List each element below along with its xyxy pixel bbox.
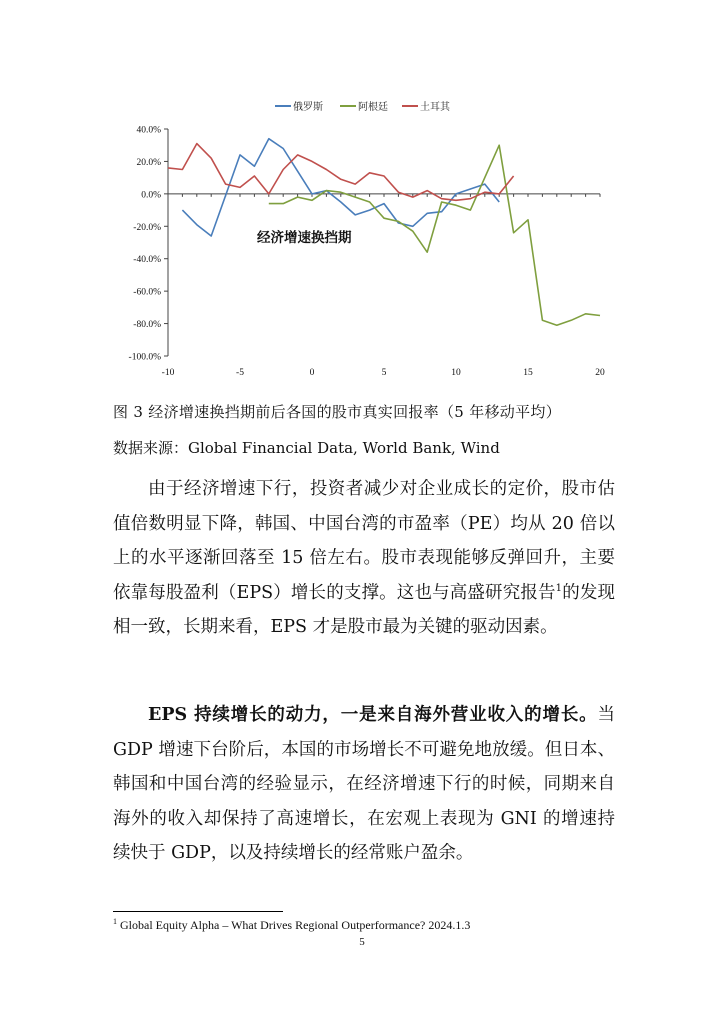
paragraph-2-text: 当 GDP 增速下台阶后，本国的市场增长不可避免地放缓。但日本、韩国和中国台湾的经验显示，在经济增速下行的时候，同期来自海外的收入却保持了高速增长，在宏观上表现为 GNI 的增速持续快于 GDP，以及持续增长的经常账户盈余。 xyxy=(113,705,615,863)
legend-label: 俄罗斯 xyxy=(293,102,323,113)
y-tick-label: -100.0% xyxy=(128,352,161,363)
x-tick-label: 10 xyxy=(451,368,461,378)
figure-caption: 图 3 经济增速换挡期前后各国的股市真实回报率（5 年移动平均） xyxy=(113,403,561,421)
y-tick-label: 20.0% xyxy=(136,157,161,168)
legend-label: 土耳其 xyxy=(420,102,450,113)
footnote-divider xyxy=(113,911,283,912)
data-source: 数据来源：Global Financial Data, World Bank, Wind xyxy=(113,439,500,457)
footnote-text: Global Equity Alpha – What Drives Regional Outperformance? 2024.1.3 xyxy=(117,918,471,932)
x-tick-label: 20 xyxy=(595,368,605,378)
paragraph-2-heading: EPS 持续增长的动力，一是来自海外营业收入的增长。 xyxy=(148,705,598,725)
x-tick-label: 15 xyxy=(523,368,533,378)
paragraph-1-text-b: 的发现相一致，长期来看，EPS 才是股市最为关键的驱动因素。 xyxy=(113,582,616,637)
paragraph-2 xyxy=(113,698,615,871)
chart-series xyxy=(168,139,600,326)
footnote xyxy=(113,918,633,933)
chart-legend xyxy=(275,100,451,113)
footnote-number: 1 xyxy=(113,917,117,926)
y-tick-label: -40.0% xyxy=(133,255,161,266)
y-tick-label: -60.0% xyxy=(133,287,161,298)
paragraph-1 xyxy=(113,472,615,645)
x-tick-label: -10 xyxy=(161,368,175,378)
series-line-1 xyxy=(182,139,499,236)
page-number: 5 xyxy=(359,936,365,948)
y-tick-label: -20.0% xyxy=(133,222,161,233)
y-tick-label: -80.0% xyxy=(133,320,161,331)
legend-label: 阿根廷 xyxy=(358,102,388,113)
y-tick-label: 0.0% xyxy=(141,190,161,201)
footnote-ref[interactable]: 1 xyxy=(555,582,563,594)
y-tick-label: 40.0% xyxy=(136,125,161,136)
x-tick-label: 0 xyxy=(309,368,315,378)
stock-return-chart xyxy=(112,96,632,386)
x-tick-label: -5 xyxy=(236,368,244,378)
x-tick-label: 5 xyxy=(381,368,387,378)
chart-annotation: 经济增速换挡期 xyxy=(257,230,352,246)
paragraph-1-text-a: 由于经济增速下行，投资者减少对企业成长的定价，股市估值倍数明显下降，韩国、中国台湾的市盈率（PE）均从 20 倍以上的水平逐渐回落至 15 倍左右。股市表现能够反弹回升，主要依靠每股盈利（EPS）增长的支撑。这也与高盛研究报告 xyxy=(113,479,615,603)
chart-axes xyxy=(129,126,605,379)
